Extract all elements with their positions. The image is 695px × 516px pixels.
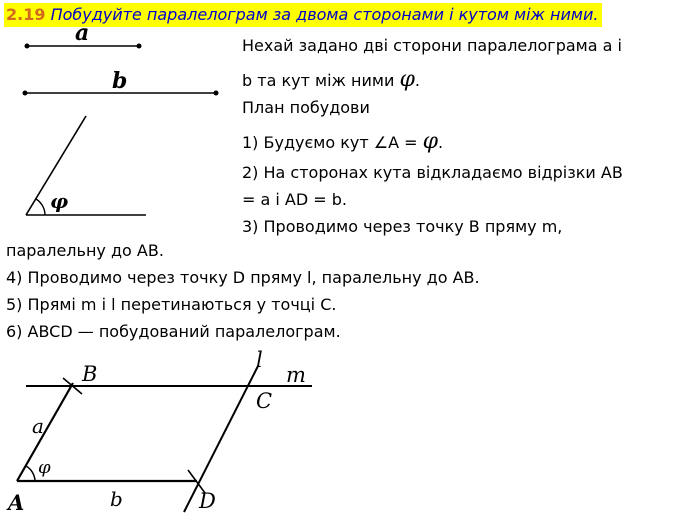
- plan-step-1-end: .: [438, 133, 444, 152]
- line-m-label: m: [286, 363, 306, 387]
- task-number: 2.19: [6, 5, 46, 24]
- intro-phi-symbol: φ: [399, 67, 415, 92]
- intro-line-2-end: .: [414, 71, 420, 90]
- plan-step-2-line-1: 2) На сторонах кута відкладаємо відрізки AB: [242, 163, 623, 182]
- point-a-label: A: [8, 490, 25, 515]
- plan-step-1-text: 1) Будуємо кут ∠A =: [242, 133, 418, 152]
- angle-a-phi-label: φ: [38, 457, 51, 478]
- angle-arc-a: [26, 466, 35, 481]
- plan-step-4: 4) Проводимо через точку D пряму l, паралельну до AB.: [6, 268, 480, 287]
- plan-step-2-line-2: = a і AD = b.: [242, 190, 347, 209]
- plan-step-5: 5) Прямі m і l перетинаються у точці C.: [6, 295, 337, 314]
- step-1-phi-symbol: φ: [422, 129, 439, 154]
- side-b-label: b: [110, 487, 123, 511]
- point-d-label: D: [199, 489, 216, 513]
- angle-phi-label: φ: [50, 189, 69, 213]
- plan-step-6: 6) ABCD — побудований паралелограм.: [6, 322, 341, 341]
- line-l: [184, 366, 258, 512]
- point-c-label: C: [256, 389, 273, 413]
- plan-step-3-line-2: паралельну до AB.: [6, 241, 164, 260]
- point-b-label: B: [82, 362, 98, 386]
- task-title: Побудуйте паралелограм за двома сторонами і кутом між ними.: [50, 5, 599, 24]
- side-a-label: a: [32, 414, 44, 438]
- plan-heading: План побудови: [242, 98, 370, 117]
- segment-a-label: a: [75, 20, 90, 46]
- segment-b-label: b: [112, 68, 128, 94]
- plan-step-3-line-1: 3) Проводимо через точку B пряму m,: [242, 217, 563, 236]
- intro-line-1: Нехай задано дві сторони паралелограма a і: [242, 36, 622, 55]
- line-l-label: l: [256, 348, 263, 372]
- intro-line-2-text: b та кут між ними: [242, 71, 395, 90]
